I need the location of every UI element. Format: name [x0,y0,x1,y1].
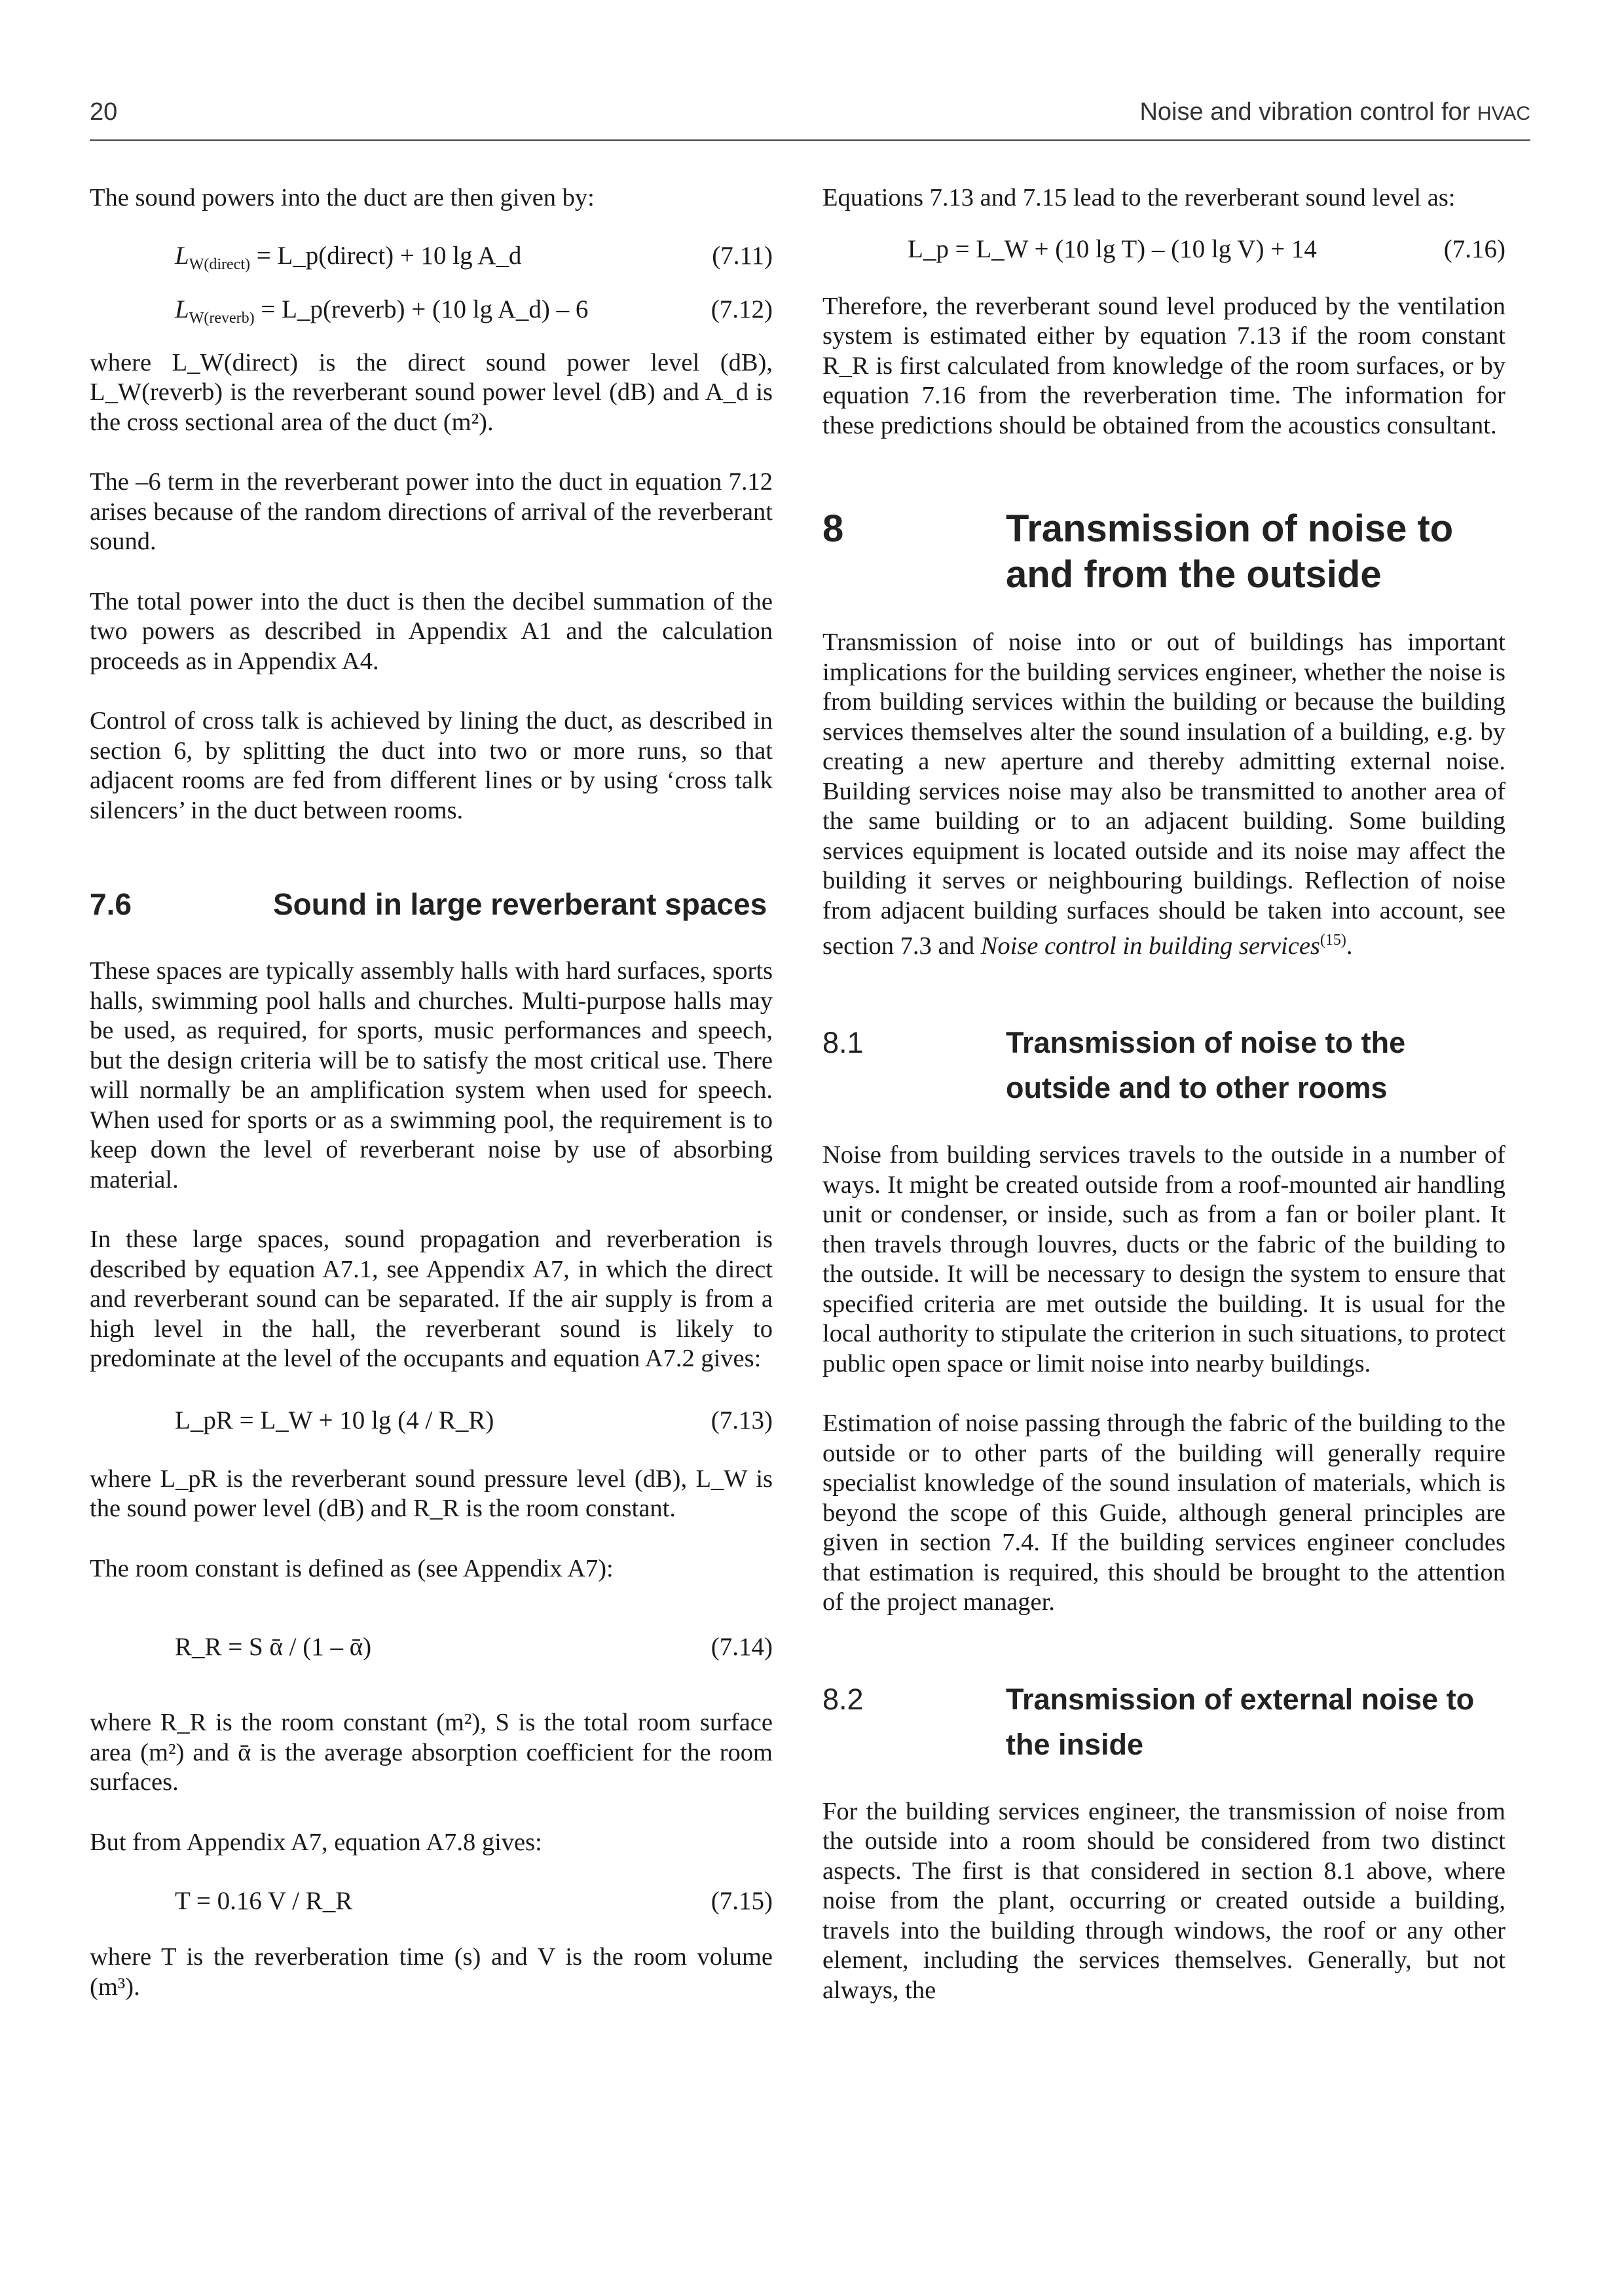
section-number: 8.1 [822,1026,864,1060]
equation-7-12-text: = L_p(reverb) + (10 lg A_d) – 6 [261,295,589,323]
running-title-text: Noise and vibration control for [1139,98,1471,126]
equation-number: (7.11) [712,241,773,270]
equation-7-15 [90,1880,773,1925]
section-number: 8.2 [822,1682,864,1716]
section-title: Transmission of noise to the outside and to other rooms [1006,1026,1406,1105]
left-column [90,183,773,2002]
section-7-6-heading [90,882,773,926]
therefore-paragraph: Therefore, the reverberant sound level produced by the ventilation system is estimated either by equation 7.13 if the room constant R_R is first calculated from knowledge of the room surfaces, or by equation 7.16 from the reverberation time. The information for these predictions should be obtained from the acoustics consultant. [822,292,1505,439]
transmission-paragraph: Transmission of noise into or out of buildings has important implications for the building services engineer, whether the noise is from building services within the building or because the building services themselves alter the sound insulation of a building, e.g. by creating a new aperture and thereby admitting external noise. Building services noise may also be transmitted to another area of the same building or to an adjacent building. Some building services equipment is located outside and its noise may affect the building it serves or neighbouring buildings. Reflection of noise from adjacent building surfaces should be taken into account, see section 7.3 and Noise control in building services$^{(15)}$. [822,629,1505,960]
equation-number: (7.14) [710,1633,773,1661]
equation-7-15-text: T = 0.16 V / R_R [175,1887,353,1915]
equation-number: (7.12) [710,295,773,323]
where-paragraph-1: where L_W(direct) is the direct sound power level (dB), L_W(reverb) is the reverberant sound power level (dB) and A_d is the cross sectional area of the duct (m²). [90,348,773,436]
right-column [822,183,1505,2005]
noise-outside-paragraph: Noise from building services travels to the outside in a number of ways. It might be created outside from a roof-mounted air handling unit or condenser, or inside, such as from a fan or boiler plant. It then travels through louvres, ducts or the fabric of the building to the outside. It will be necessary to design the system to ensure that specified criteria are met outside the building. It is usual for the local authority to stipulate the criterion in such situations, to protect public open space or limit noise into nearby buildings. [822,1141,1505,1377]
equation-7-12: $L_{W(reverb)}$ = L_p(reverb) + (10 lg A_d) – 6 (7.12) [175,295,773,327]
section-8-heading [822,506,1505,598]
equation-7-11-text: = L_p(direct) + 10 lg A_d [256,241,522,270]
total-power-paragraph: The total power into the duct is then the decibel summation of the two powers as described in Appendix A1 and the calculation proceeds as in Appendix A4. [90,587,773,675]
running-header [90,98,1530,137]
large-spaces-paragraph: In these large spaces, sound propagation and reverberation is described by equation A7.1, see Appendix A7, in which the direct and reverberant sound can be separated. If the air supply is from a high level in the hall, the reverberant sound is likely to predominate at the level of the occupants and equation A7.2 gives: [90,1226,773,1372]
section-number: 7.6 [90,887,132,921]
running-title [1139,98,1530,126]
equation-7-14-text: R_R = S ᾱ / (1 – ᾱ) [175,1633,372,1661]
intro-paragraph: The sound powers into the duct are then given by: [90,184,595,211]
reference-title: Noise control in building services [980,932,1320,960]
estimation-paragraph: Estimation of noise passing through the fabric of the building to the outside or to other parts of the building will generally require specialist knowledge of the sound insulation of materials, which is beyond the scope of this Guide, although general principles are given in section 7.4. If the building services engineer concludes that estimation is required, this should be brought to the attention of the project manager. [822,1410,1505,1616]
section-title: Transmission of noise to and from the outside [1006,507,1454,596]
page-number: 20 [90,98,118,126]
section-8-1-heading [822,1020,1505,1110]
where-paragraph-2: where L_pR is the reverberant sound pressure level (dB), L_W is the sound power level (dB) and R_R is the room constant. [90,1465,773,1522]
equation-number: (7.13) [710,1406,773,1434]
but-from-paragraph: But from Appendix A7, equation A7.8 gives: [90,1828,542,1856]
section-number: 8 [822,507,844,550]
section-8-2-heading [822,1677,1505,1767]
cross-talk-paragraph: Control of cross talk is achieved by lining the duct, as described in section 6, by splitting the duct into two or more runs, so that adjacent rooms are fed from different lines or by using ‘cross talk silencers’ in the duct between rooms. [90,707,773,824]
spaces-paragraph: These spaces are typically assembly halls with hard surfaces, sports halls, swimming pool halls and churches. Multi-purpose halls may be used, as required, for sports, music performances and speech, but the design criteria will be to satisfy the most critical use. There will normally be an amplification system when used for speech. When used for sports or as a swimming pool, the requirement is to keep down the level of reverberant noise by use of absorbing material. [90,957,773,1194]
for-the-engineer-paragraph: For the building services engineer, the transmission of noise from the outside into a room should be considered from two distinct aspects. The first is that considered in section 8.1 above, where noise from the plant, occurring or created outside a building, travels into the building through windows, the roof or any other element, including the services themselves. Generally, but not always, the [822,1797,1505,2004]
transmission-text: Transmission of noise into or out of buildings has important implications for the building services engineer, whether the noise is from building services within the building or because the building services themselves alter the sound insulation of a building, e.g. by creating a new aperture and thereby admitting external noise. Building services noise may also be transmitted to another area of the same building or to an adjacent building. Some building services equipment is located outside and its noise may affect the building it serves or neighbouring buildings. Reflection of noise from adjacent building surfaces should be taken into account, see section 7.3 and [822,629,1505,960]
equation-7-16 [822,228,1505,274]
equation-7-11: $L_{W(direct)}$ = L_p(direct) + 10 lg A_d (7.11) [175,241,773,273]
where-paragraph-3: where R_R is the room constant (m²), S is the total room surface area (m²) and ᾱ is the average absorption coefficient for the room surfaces. [90,1709,773,1796]
section-title: Sound in large reverberant spaces [273,887,767,921]
equations-paragraph: Equations 7.13 and 7.15 lead to the reverberant sound level as: [822,184,1456,211]
room-constant-paragraph: The room constant is defined as (see Appendix A7): [90,1554,614,1582]
reference-number: (15) [1320,932,1346,949]
minus6-paragraph: The –6 term in the reverberant power into the duct in equation 7.12 arises because of the random directions of arrival of the reverberant sound. [90,468,773,555]
equation-7-13-text: L_pR = L_W + 10 lg (4 / R_R) [175,1406,494,1434]
equation-number: (7.15) [710,1887,773,1915]
equation-7-16-text: L_p = L_W + (10 lg T) – (10 lg V) + 14 [908,234,1317,263]
equation-number: (7.16) [1443,234,1505,263]
where-paragraph-4: where T is the reverberation time (s) and V is the room volume (m³). [90,1943,773,2001]
equation-7-14 [90,1607,773,1679]
section-title: Transmission of external noise to the inside [1006,1682,1475,1761]
equation-7-13 [90,1399,773,1445]
running-title-abbrev: HVAC [1477,103,1530,124]
header-rule [90,139,1530,141]
